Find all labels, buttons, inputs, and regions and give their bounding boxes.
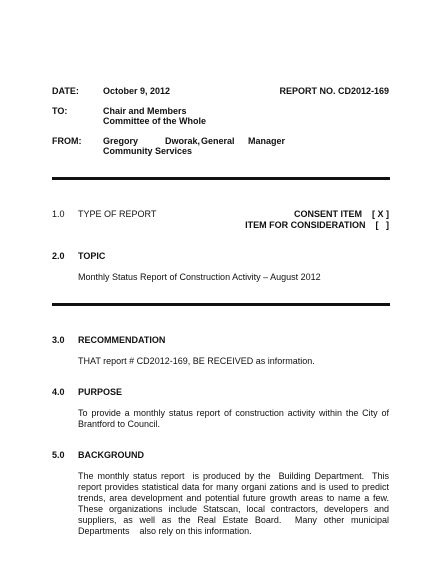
to-recipient-line2: Committee of the Whole [103, 116, 206, 126]
from-department: Community Services [103, 146, 193, 156]
divider-top [52, 177, 390, 180]
from-word-1: Gregory [103, 136, 139, 146]
section-4-number: 4.0 [52, 387, 65, 397]
to-recipient-line1: Chair and Members [103, 106, 187, 116]
consideration-item-label: ITEM FOR CONSIDERATION [ ] [245, 220, 389, 230]
from-word-2: Dworak, [165, 136, 201, 146]
section-5-number: 5.0 [52, 450, 65, 460]
section-5-title: BACKGROUND [78, 450, 144, 460]
section-1-number: 1.0 [52, 209, 65, 219]
section-5-body: The monthly status report is produced by the Building Department. This report provides statistical data for many organi zations and is used to predict trends, area development and potential future growth areas to name a few. These organizations include Statscan, local contractors, developers and suppliers, as well as the Real Estate Board. Many other municipal Departments also rely on this information. [78, 471, 392, 536]
consent-item-label: CONSENT ITEM [ X ] [293, 209, 389, 219]
section-2-body: Monthly Status Report of Construction Activity – August 2012 [78, 272, 321, 282]
section-2-title: TOPIC [78, 251, 106, 261]
section-1-title: TYPE OF REPORT [78, 209, 157, 219]
section-2-number: 2.0 [52, 251, 65, 261]
section-4-title: PURPOSE [78, 387, 123, 397]
section-3-number: 3.0 [52, 335, 65, 345]
from-label: FROM: [52, 136, 82, 146]
from-word-4: Manager [248, 136, 286, 146]
report-number: REPORT NO. CD2012-169 [279, 86, 389, 96]
section-4-body: To provide a monthly status report of construction activity within the City of Brantford to Council. [78, 408, 389, 429]
section-3-title: RECOMMENDATION [78, 335, 166, 345]
to-label: TO: [52, 106, 68, 116]
from-word-3: General [201, 136, 235, 146]
section-3-body: THAT report # CD2012-169, BE RECEIVED as information. [78, 356, 315, 366]
divider-middle [52, 303, 390, 306]
date-value: October 9, 2012 [103, 86, 171, 96]
date-label: DATE: [52, 86, 79, 96]
